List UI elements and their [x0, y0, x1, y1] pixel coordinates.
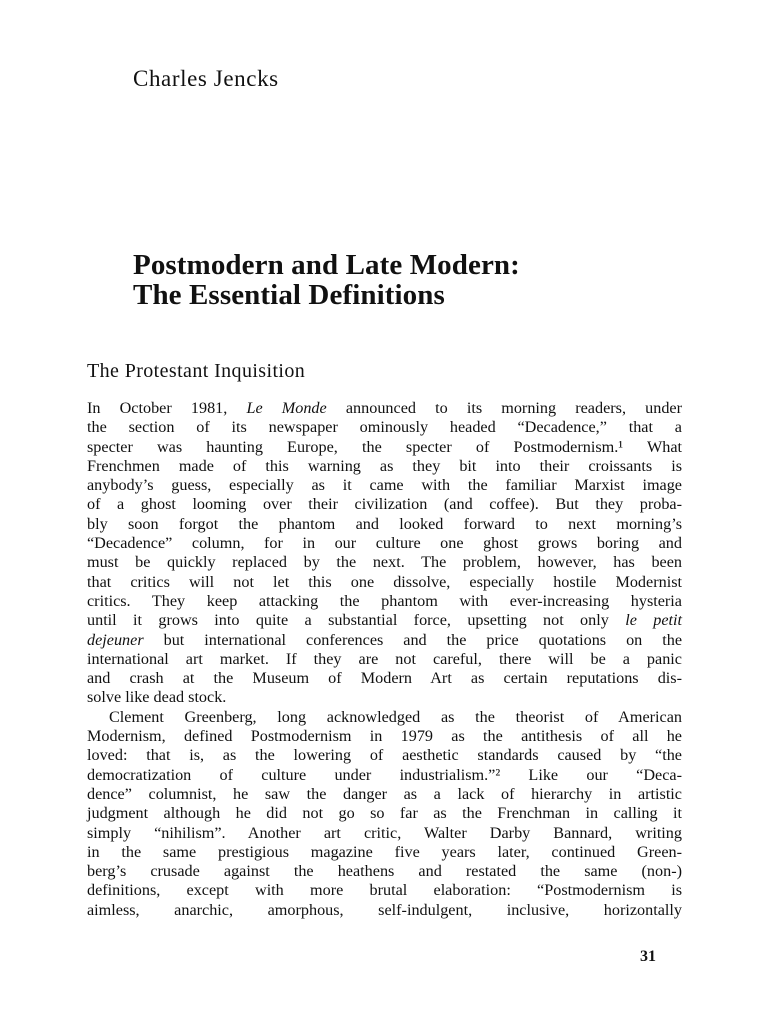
body-line: the section of its newspaper ominously headed “Decadence,” that a [87, 418, 682, 437]
body-line: democratization of culture under industrialism.”² Like our “Deca- [87, 765, 682, 784]
body-line: bly soon forgot the phantom and looked forward to next morning’s [87, 514, 682, 533]
body-line: judgment although he did not go so far as the Frenchman in calling it [87, 804, 682, 823]
body-line: Modernism, defined Postmodernism in 1979 as the antithesis of all he [87, 727, 682, 746]
body-line: of a ghost looming over their civilization (and coffee). But they proba- [87, 495, 682, 514]
chapter-title-line: The Essential Definitions [133, 279, 445, 311]
body-line: and crash at the Museum of Modern Art as certain reputations dis- [87, 669, 682, 688]
body-text [87, 399, 682, 920]
body-line: specter was haunting Europe, the specter of Postmodernism.¹ What [87, 437, 682, 456]
body-line: dejeuner but international conferences and the price quotations on the [87, 630, 682, 649]
body-line: anybody’s guess, especially as it came with the familiar Marxist image [87, 476, 682, 495]
body-line: Frenchmen made of this warning as they bit into their croissants is [87, 456, 682, 475]
body-line: In October 1981, Le Monde announced to its morning readers, under [87, 399, 682, 417]
body-line: until it grows into quite a substantial force, upsetting not only le petit [87, 611, 683, 630]
body-line: simply “nihilism”. Another art critic, Walter Darby Bannard, writing [87, 823, 682, 842]
body-line: must be quickly replaced by the next. The problem, however, has been [87, 553, 682, 572]
body-line: international art market. If they are not careful, there will be a panic [87, 649, 682, 668]
chapter-title [133, 250, 520, 310]
body-line: berg’s crusade against the heathens and restated the same (non-) [87, 862, 682, 881]
body-line: aimless, anarchic, amorphous, self-indulgent, inclusive, horizontally [87, 900, 682, 919]
body-line: “Decadence” column, for in our culture one ghost grows boring and [87, 534, 682, 553]
body-line: that critics will not let this one dissolve, especially hostile Modernist [87, 572, 682, 591]
body-line: definitions, except with more brutal elaboration: “Postmodernism is [87, 881, 682, 900]
chapter-title-line: Postmodern and Late Modern: [133, 249, 520, 281]
author-name: Charles Jencks [133, 66, 279, 91]
body-line: Clement Greenberg, long acknowledged as the theorist of American [109, 707, 682, 726]
body-line: dence” columnist, he saw the danger as a lack of hierarchy in artistic [87, 784, 682, 803]
body-line: critics. They keep attacking the phantom with ever-increasing hysteria [87, 591, 682, 610]
body-line: in the same prestigious magazine five years later, continued Green- [87, 842, 682, 861]
section-heading: The Protestant Inquisition [87, 360, 306, 382]
body-line: loved: that is, as the lowering of aesthetic standards caused by “the [87, 746, 682, 765]
page-number: 31 [640, 948, 656, 965]
body-line: solve like dead stock. [87, 688, 227, 707]
